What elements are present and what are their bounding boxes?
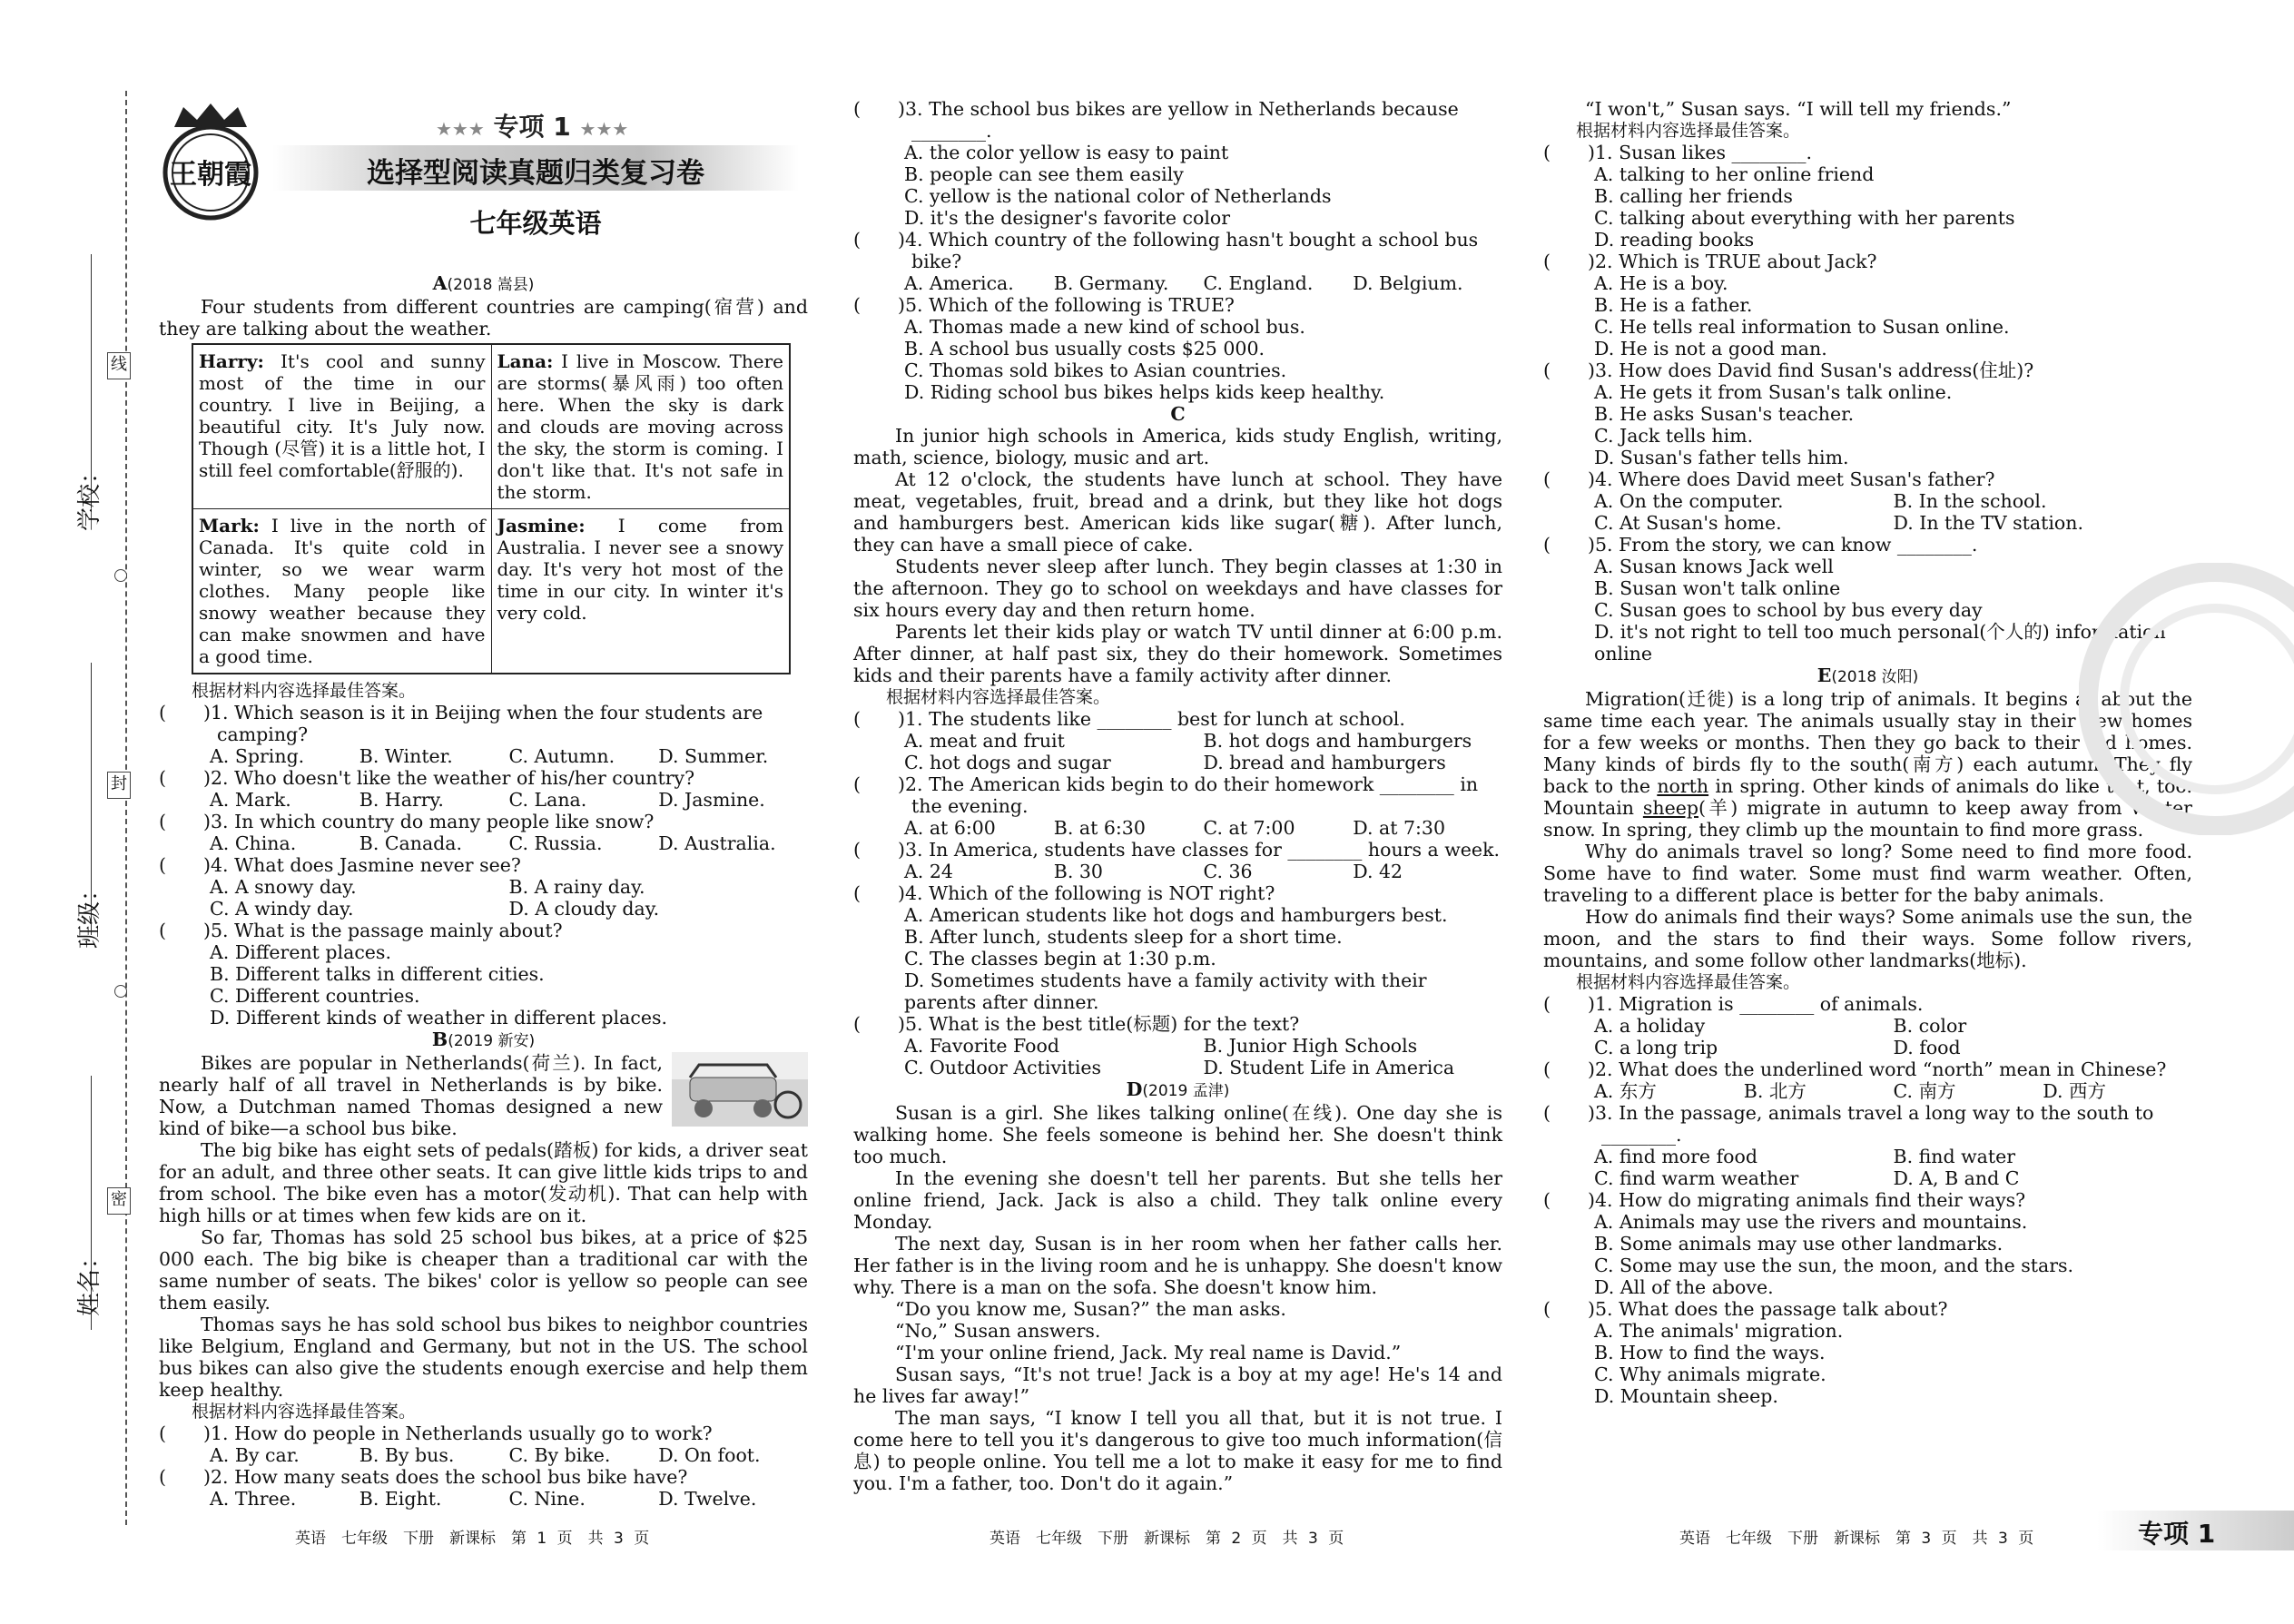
underlined-word: sheep	[1642, 797, 1698, 819]
question: ( )4. How do migrating animals find their ways?	[1543, 1189, 2026, 1211]
question: ( )3. How does David find Susan's address(住址)?	[1543, 359, 2034, 381]
question: ( )1. The students like ________ best for lunch at school.	[853, 708, 1405, 730]
school-label: 学校：	[76, 459, 103, 531]
question: ( )3. In the passage, animals travel a long way to the south to ________.	[1543, 1102, 2154, 1146]
seal-dot	[114, 569, 127, 582]
options: A. A snowy day. B. A rainy day. C. A windy day. D. A cloudy day.	[210, 876, 660, 920]
paragraph: “I'm your online friend, Jack. My real name is David.”	[895, 1342, 1402, 1363]
options: A. Favorite Food B. Junior High Schools C. Outdoor Activities D. Student Life in America	[904, 1035, 1455, 1078]
watermark-seal	[2079, 563, 2294, 835]
options: A. He is a boy. B. He is a father. C. He tells real information to Susan online. D. He is not a good man.	[1594, 272, 2010, 359]
seal-char-secret: 密	[107, 1187, 131, 1215]
seal-char-seal: 封	[107, 772, 131, 799]
options: A. a holiday B. color C. a long trip D. food	[1594, 1015, 1967, 1058]
paragraph: Susan is a girl. She likes talking online(在线). One day she is walking home. She feels someone is behind her. She doesn't think too much.	[853, 1102, 1502, 1167]
seal-dot	[114, 985, 127, 998]
paragraph: “No,” Susan answers.	[895, 1320, 1101, 1342]
options: A. Animals may use the rivers and mountains. B. Some animals may use other landmarks. C. Some may use the sun, the moon, and the stars. D. All of the above.	[1594, 1211, 2074, 1298]
table-cell: Lana: I live in Moscow. There are storms(暴风雨) too often here. When the sky is dark and clouds are moving across the sky, the storm is coming. I don't like that. It's not safe in the storm.	[491, 344, 790, 509]
options: A. talking to her online friend B. calling her friends C. talking about everything with her parents D. reading books	[1594, 163, 2015, 251]
options: A. 24 B. 30 C. 36 D. 42	[904, 861, 1403, 882]
subject-title: 七年级英语	[469, 208, 602, 239]
table-cell: Harry: It's cool and sunny most of the time in our country. I live in Beijing, a beautiful city. It's July now. Though (尽管) it is a little hot, I still feel comfortable(舒服的).	[192, 344, 491, 509]
school-bus-bike-photo	[672, 1052, 808, 1127]
seal-char-line: 线	[107, 352, 131, 379]
class-label: 班级：	[76, 877, 103, 949]
instruction: 根据材料内容选择最佳答案。	[886, 687, 1111, 707]
options: A. America. B. Germany. C. England. D. Belgium.	[904, 272, 1463, 294]
section-b-heading: B(2019 新安)	[431, 1029, 536, 1050]
paragraph: In the evening she doesn't tell her parents. But she tells her online friend, Jack. Jack is also a child. They talk online every Monday.	[853, 1167, 1502, 1233]
options: A. The animals' migration. B. How to find the ways. C. Why animals migrate. D. Mountain sheep.	[1594, 1320, 1844, 1407]
publisher-logo	[156, 100, 265, 227]
paragraph: The big bike has eight sets of pedals(踏板) for kids, a driver seat for an adult, and three other seats. It can give little kids trips to and from school. The bike even has a motor(发动机). That can help with high hills or at times when few kids are on it.	[159, 1139, 808, 1226]
options: A. Mark. B. Harry. C. Lana. D. Jasmine.	[210, 789, 765, 811]
column-1	[159, 272, 808, 1510]
paragraph: Susan says, “It's not true! Jack is a boy at my age! He's 14 and he lives far away!”	[853, 1363, 1502, 1407]
underlined-word: north	[1657, 775, 1709, 797]
question: ( )2. The American kids begin to do their homework ________ in the evening.	[853, 773, 1479, 817]
options: A. 东方 B. 北方 C. 南方 D. 西方	[1594, 1080, 2106, 1102]
instruction: 根据材料内容选择最佳答案。	[1576, 121, 1801, 141]
svg-text:王朝霞: 王朝霞	[170, 159, 251, 191]
question: ( )1. How do people in Netherlands usually go to work?	[159, 1422, 713, 1444]
weather-table	[192, 343, 791, 674]
paragraph: Why do animals travel so long? Some need to find more food. Some have to find water. Some must find warm weather. Often, traveling to a different place is better for the baby animals.	[1543, 841, 2192, 906]
options: A. He gets it from Susan's talk online. B. He asks Susan's teacher. C. Jack tells him. D. Susan's father tells him.	[1594, 381, 1953, 468]
page-footer-1: 英语 七年级 下册 新课标 第 1 页 共 3 页	[295, 1530, 650, 1548]
table-cell: Mark: I live in the north of Canada. It's quite cold in winter, so we wear warm clothes. Many people like snowy weather because they can make snowmen and have a good time.	[192, 509, 491, 674]
star-icons-left: ★★★	[436, 118, 485, 140]
question: ( )3. In America, students have classes for ________ hours a week.	[853, 839, 1501, 861]
paragraph: In junior high schools in America, kids study English, writing, math, science, biology, music and art.	[853, 425, 1502, 468]
question: ( )4. What does Jasmine never see?	[159, 854, 521, 876]
corner-tag: 专项 1	[2138, 1519, 2216, 1549]
section-a-heading: A(2018 嵩县)	[432, 272, 535, 294]
paragraph: How do animals find their ways? Some animals use the sun, the moon, and the stars to find their ways. Some follow rivers, mountains, and some follow other landmarks(地标).	[1543, 906, 2192, 971]
name-label: 姓名：	[76, 1245, 103, 1316]
options: A. meat and fruit B. hot dogs and hamburgers C. hot dogs and sugar D. bread and hamburgers	[904, 730, 1472, 773]
options: A. China. B. Canada. C. Russia. D. Australia.	[210, 832, 776, 854]
question: ( )2. What does the underlined word “north” mean in Chinese?	[1543, 1058, 2167, 1080]
paragraph: So far, Thomas has sold 25 school bus bikes, at a price of $25 000 each. The big bike is cheaper than a traditional car with the same number of seats. The bikes' color is yellow so people can see them easily.	[159, 1226, 808, 1314]
paragraph: Migration(迁徙) is a long trip of animals. It begins at about the same time each year. The animals usually stay in their new homes for a few weeks or months. Then they go back to their old homes. Many kinds of birds fly to the south(南方) each autumn. They fly back to the north in spring. Other kinds of animals do like that, too. Mountain sheep(羊) migrate in autumn to keep away from winter snow. In spring, they climb up the mountain to find more grass.	[1543, 688, 2193, 841]
question: ( )2. How many seats does the school bus bike have?	[159, 1466, 688, 1488]
paragraph: Thomas says he has sold school bus bikes to neighbor countries like Belgium, England and Germany, but not in the US. The school bus bikes can also give the students enough exercise and help them keep healthy.	[159, 1314, 808, 1401]
options: A. Three. B. Eight. C. Nine. D. Twelve.	[210, 1488, 757, 1510]
page-footer-2: 英语 七年级 下册 新课标 第 2 页 共 3 页	[989, 1530, 1344, 1548]
question: ( )4. Where does David meet Susan's father?	[1543, 468, 1995, 490]
question: ( )2. Who doesn't like the weather of his/her country?	[159, 767, 695, 789]
page-title: 选择型阅读真题归类复习卷	[367, 157, 704, 190]
question: ( )2. Which is TRUE about Jack?	[1543, 251, 1877, 272]
question: ( )1. Susan likes ________.	[1543, 142, 1812, 163]
page-footer-3: 英语 七年级 下册 新课标 第 3 页 共 3 页	[1679, 1530, 2034, 1548]
options: A. American students like hot dogs and hamburgers best. B. After lunch, students sleep for a short time. C. The classes begin at 1:30 p.m. D. Sometimes students have a family activity with their parents after dinner.	[904, 904, 1448, 1013]
question: ( )5. What is the best title(标题) for the text?	[853, 1013, 1300, 1035]
question: ( )5. What does the passage talk about?	[1543, 1298, 1948, 1320]
section-e-heading: E(2018 汝阳)	[1816, 664, 1919, 686]
question: ( )5. From the story, we can know ________.	[1543, 534, 1978, 556]
paragraph: “I won't,” Susan says. “I will tell my friends.”	[1585, 98, 2012, 120]
question: ( )1. Migration is ________ of animals.	[1543, 993, 1924, 1015]
section-d-heading: D(2019 孟津)	[1126, 1078, 1230, 1100]
star-icons-right: ★★★	[579, 118, 629, 140]
question: ( )5. Which of the following is TRUE?	[853, 294, 1235, 316]
paragraph: “Do you know me, Susan?” the man asks.	[895, 1298, 1286, 1320]
instruction: 根据材料内容选择最佳答案。	[1576, 972, 1801, 992]
options: A. Different places. B. Different talks in different cities. C. Different countries. D. Different kinds of weather in different places.	[210, 941, 667, 1029]
paragraph: Parents let their kids play or watch TV until dinner at 6:00 p.m. After dinner, at half past six, they do their homework. Sometimes kids and their parents have a family activity after dinner.	[853, 621, 1502, 686]
question: ( )3. The school bus bikes are yellow in Netherlands because ________.	[853, 98, 1459, 142]
question: ( )5. What is the passage mainly about?	[159, 920, 563, 941]
paragraph: Students never sleep after lunch. They begin classes at 1:30 in the afternoon. They go to school on weekdays and have classes for six hours every day and then return home.	[853, 556, 1502, 621]
options: A. By car. B. By bus. C. By bike. D. On foot.	[210, 1444, 761, 1466]
section-c-heading: C	[1170, 403, 1186, 425]
options: A. Thomas made a new kind of school bus. B. A school bus usually costs $25 000. C. Thomas sold bikes to Asian countries. D. Riding school bus bikes helps kids keep healthy.	[904, 316, 1385, 403]
options: A. Spring. B. Winter. C. Autumn. D. Summer.	[210, 745, 769, 767]
paragraph: The next day, Susan is in her room when her father calls her. Her father is in the living room and he is unhappy. She doesn't know why. There is a man on the sofa. She doesn't know him.	[853, 1233, 1502, 1298]
series-label: ★★★ 专项 1 ★★★	[436, 112, 629, 142]
section-a-intro: Four students from different countries are camping(宿营) and they are talking about the weather.	[159, 296, 808, 340]
question: ( )4. Which of the following is NOT right?	[853, 882, 1275, 904]
question: ( )1. Which season is it in Beijing when the four students are camping?	[159, 702, 763, 745]
options: A. On the computer. B. In the school. C. At Susan's home. D. In the TV station.	[1594, 490, 2083, 534]
table-cell: Jasmine: I come from Australia. I never see a snowy day. It's very hot most of the time in our city. In winter it's very cold.	[491, 509, 790, 674]
question: ( )4. Which country of the following hasn't bought a school bus bike?	[853, 229, 1479, 272]
question: ( )3. In which country do many people like snow?	[159, 811, 655, 832]
binding-dashed-line	[125, 91, 127, 1525]
options: A. at 6:00 B. at 6:30 C. at 7:00 D. at 7:30	[904, 817, 1445, 839]
paragraph: At 12 o'clock, the students have lunch at school. They have meat, vegetables, fruit, bread and a drink, but they like hot dogs and hamburgers best. American kids like sugar(糖). After lunch, they can have a small piece of cake.	[853, 468, 1502, 556]
options: A. find more food B. find water C. find warm weather D. A, B and C	[1594, 1146, 2020, 1189]
paragraph: Bikes are popular in Netherlands(荷兰). In fact, nearly half of all travel in Netherlands is by bike. Now, a Dutchman named Thomas designed a new kind of bike—a school bus bike.	[159, 1052, 663, 1139]
column-2	[853, 98, 1502, 1494]
paragraph: The man says, “I know I tell you all that, but it is not true. I come here to tell you it's dangerous to give too much information(信息) to people online. You tell me a lot to make it easy for me to find you. I'm a father, too. Don't do it again.”	[853, 1407, 1502, 1494]
options: A. the color yellow is easy to paint B. people can see them easily C. yellow is the national color of Netherlands D. it's the designer's favorite color	[904, 142, 1332, 229]
options: A. Susan knows Jack well B. Susan won't talk online C. Susan goes to school by bus every day D. it's not right to tell too much personal(个人的) information online	[1594, 556, 2166, 664]
instruction: 根据材料内容选择最佳答案。	[192, 1402, 417, 1422]
instruction: 根据材料内容选择最佳答案。	[192, 681, 417, 701]
